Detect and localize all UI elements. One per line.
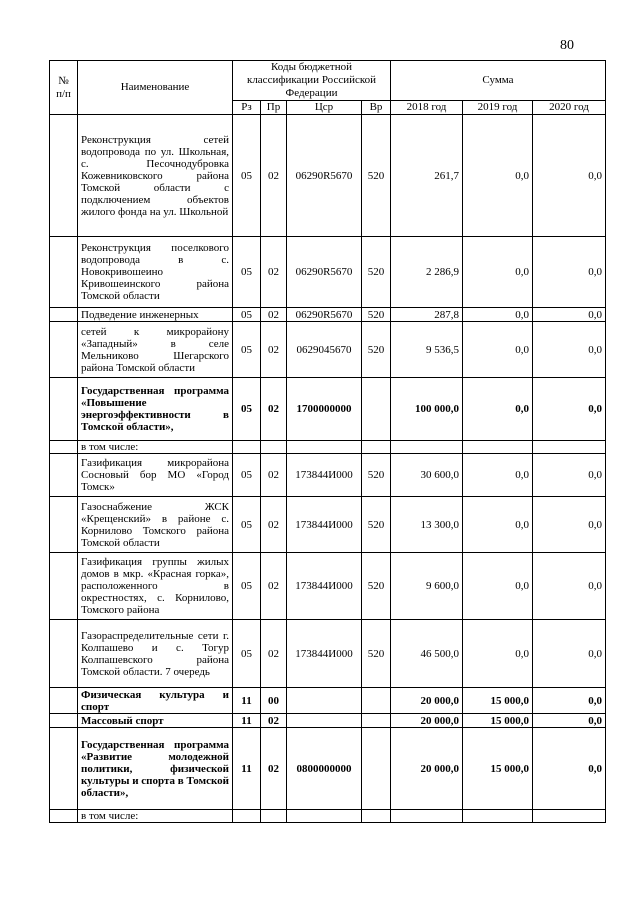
cell-2018: 287,8 <box>391 308 463 322</box>
cell-2018: 9 600,0 <box>391 553 463 620</box>
cell-pr: 02 <box>261 620 287 688</box>
cell-num <box>50 620 78 688</box>
cell-vr <box>362 810 391 823</box>
cell-2018: 9 536,5 <box>391 322 463 378</box>
cell-2020: 0,0 <box>533 620 606 688</box>
header-csr: Цср <box>287 101 362 115</box>
cell-2020: 0,0 <box>533 497 606 553</box>
cell-csr: 06290R5670 <box>287 237 362 308</box>
cell-num <box>50 454 78 497</box>
cell-2019 <box>463 810 533 823</box>
cell-2018 <box>391 441 463 454</box>
cell-pr: 00 <box>261 688 287 714</box>
cell-csr: 173844И000 <box>287 553 362 620</box>
cell-2019: 0,0 <box>463 308 533 322</box>
cell-vr: 520 <box>362 115 391 237</box>
cell-2019: 15 000,0 <box>463 714 533 728</box>
header-num: № п/п <box>50 61 78 115</box>
cell-pr: 02 <box>261 237 287 308</box>
cell-pr: 02 <box>261 714 287 728</box>
cell-vr: 520 <box>362 620 391 688</box>
table-row <box>50 237 606 308</box>
cell-name: сетей к микрорайону «Западный» в селе Мельниково Шегарского района Томской области <box>78 322 233 378</box>
cell-vr: 520 <box>362 497 391 553</box>
cell-2019: 0,0 <box>463 620 533 688</box>
cell-pr: 02 <box>261 553 287 620</box>
table-row <box>50 714 606 728</box>
cell-csr <box>287 441 362 454</box>
cell-rz: 05 <box>233 553 261 620</box>
table-row <box>50 378 606 441</box>
cell-2018: 20 000,0 <box>391 728 463 810</box>
cell-pr: 02 <box>261 497 287 553</box>
cell-vr <box>362 378 391 441</box>
header-name: Наименование <box>78 61 233 115</box>
cell-vr: 520 <box>362 454 391 497</box>
cell-vr: 520 <box>362 322 391 378</box>
cell-name: Газораспределительные сети г. Колпашево и с. Тогур Колпашевского района Томской области. 7 очередь <box>78 620 233 688</box>
table-row <box>50 728 606 810</box>
cell-num <box>50 688 78 714</box>
cell-rz: 05 <box>233 237 261 308</box>
cell-2019: 15 000,0 <box>463 688 533 714</box>
header-sum: Сумма <box>391 61 606 101</box>
table-row <box>50 115 606 237</box>
cell-name: Газификация группы жилых домов в мкр. «Красная горка», расположенного в окрестностях, с. Корнилово, Томского района <box>78 553 233 620</box>
cell-rz: 11 <box>233 688 261 714</box>
cell-csr: 06290R5670 <box>287 308 362 322</box>
cell-num <box>50 728 78 810</box>
cell-2018: 46 500,0 <box>391 620 463 688</box>
cell-2020 <box>533 441 606 454</box>
cell-2020: 0,0 <box>533 454 606 497</box>
page-number: 80 <box>560 38 574 53</box>
cell-name: Государственная программа «Развитие молодежной политики, физической культуры и спорта в Томской области», <box>78 728 233 810</box>
cell-name: в том числе: <box>78 441 233 454</box>
cell-name: Государственная программа «Повышение энергоэффективности в Томской области», <box>78 378 233 441</box>
cell-rz: 11 <box>233 728 261 810</box>
cell-2019: 0,0 <box>463 237 533 308</box>
cell-2018: 2 286,9 <box>391 237 463 308</box>
cell-vr: 520 <box>362 553 391 620</box>
cell-2018 <box>391 810 463 823</box>
cell-2018: 100 000,0 <box>391 378 463 441</box>
cell-rz: 05 <box>233 497 261 553</box>
cell-vr: 520 <box>362 308 391 322</box>
cell-2019: 0,0 <box>463 497 533 553</box>
cell-pr <box>261 810 287 823</box>
cell-num <box>50 497 78 553</box>
cell-2020: 0,0 <box>533 322 606 378</box>
cell-2018: 30 600,0 <box>391 454 463 497</box>
cell-rz: 05 <box>233 620 261 688</box>
header-pr: Пр <box>261 101 287 115</box>
cell-2018: 261,7 <box>391 115 463 237</box>
header-2018: 2018 год <box>391 101 463 115</box>
cell-csr: 173844И000 <box>287 497 362 553</box>
cell-name: Газификация микрорайона Сосновый бор МО «Город Томск» <box>78 454 233 497</box>
cell-vr: 520 <box>362 237 391 308</box>
table-row <box>50 497 606 553</box>
cell-vr <box>362 714 391 728</box>
cell-csr <box>287 810 362 823</box>
cell-num <box>50 441 78 454</box>
table-row <box>50 688 606 714</box>
cell-num <box>50 810 78 823</box>
cell-pr: 02 <box>261 454 287 497</box>
cell-num <box>50 553 78 620</box>
cell-2019: 0,0 <box>463 115 533 237</box>
cell-2019: 0,0 <box>463 553 533 620</box>
cell-rz: 05 <box>233 308 261 322</box>
cell-2018: 13 300,0 <box>391 497 463 553</box>
cell-csr <box>287 714 362 728</box>
cell-rz: 05 <box>233 378 261 441</box>
cell-name: в том числе: <box>78 810 233 823</box>
cell-vr <box>362 688 391 714</box>
cell-rz <box>233 810 261 823</box>
cell-name: Реконструкция сетей водопровода по ул. Школьная, с. Песочнодубровка Кожевниковского района Томской области с подключением объектов жилого фонда на ул. Школьной <box>78 115 233 237</box>
table-row <box>50 441 606 454</box>
cell-2020 <box>533 810 606 823</box>
table-row <box>50 454 606 497</box>
header-rz: Рз <box>233 101 261 115</box>
cell-rz: 05 <box>233 454 261 497</box>
cell-2020: 0,0 <box>533 308 606 322</box>
cell-csr: 06290R5670 <box>287 115 362 237</box>
cell-2018: 20 000,0 <box>391 688 463 714</box>
cell-pr: 02 <box>261 115 287 237</box>
cell-csr: 1700000000 <box>287 378 362 441</box>
cell-name: Подведение инженерных <box>78 308 233 322</box>
cell-vr <box>362 441 391 454</box>
cell-2018: 20 000,0 <box>391 714 463 728</box>
cell-rz: 11 <box>233 714 261 728</box>
cell-pr: 02 <box>261 728 287 810</box>
cell-2020: 0,0 <box>533 728 606 810</box>
cell-num <box>50 322 78 378</box>
cell-num <box>50 115 78 237</box>
cell-num <box>50 714 78 728</box>
cell-name: Физическая культура и спорт <box>78 688 233 714</box>
budget-table <box>49 60 606 823</box>
cell-csr: 173844И000 <box>287 620 362 688</box>
cell-num <box>50 308 78 322</box>
table-row <box>50 322 606 378</box>
cell-2020: 0,0 <box>533 115 606 237</box>
cell-2019: 15 000,0 <box>463 728 533 810</box>
cell-2020: 0,0 <box>533 688 606 714</box>
cell-rz: 05 <box>233 115 261 237</box>
cell-2020: 0,0 <box>533 378 606 441</box>
cell-pr: 02 <box>261 308 287 322</box>
cell-2020: 0,0 <box>533 714 606 728</box>
cell-name: Массовый спорт <box>78 714 233 728</box>
cell-2019: 0,0 <box>463 378 533 441</box>
cell-csr <box>287 688 362 714</box>
cell-name: Газоснабжение ЖСК «Крещенский» в районе с. Корнилово Томского района Томской области <box>78 497 233 553</box>
table-row <box>50 553 606 620</box>
cell-name: Реконструкция поселкового водопровода в с. Новокривошеино Кривошеинского района Томской области <box>78 237 233 308</box>
table-row <box>50 810 606 823</box>
cell-csr: 0629045670 <box>287 322 362 378</box>
cell-csr: 173844И000 <box>287 454 362 497</box>
cell-rz: 05 <box>233 322 261 378</box>
cell-csr: 0800000000 <box>287 728 362 810</box>
cell-2019: 0,0 <box>463 454 533 497</box>
header-codes: Коды бюджетной классификации Российской Федерации <box>233 61 391 101</box>
header-vr: Вр <box>362 101 391 115</box>
cell-2019 <box>463 441 533 454</box>
cell-2019: 0,0 <box>463 322 533 378</box>
cell-2020: 0,0 <box>533 237 606 308</box>
cell-pr: 02 <box>261 322 287 378</box>
header-2019: 2019 год <box>463 101 533 115</box>
table-row <box>50 620 606 688</box>
header-2020: 2020 год <box>533 101 606 115</box>
cell-num <box>50 237 78 308</box>
cell-vr <box>362 728 391 810</box>
cell-pr: 02 <box>261 378 287 441</box>
cell-2020: 0,0 <box>533 553 606 620</box>
cell-num <box>50 378 78 441</box>
cell-pr <box>261 441 287 454</box>
table-row <box>50 308 606 322</box>
cell-rz <box>233 441 261 454</box>
